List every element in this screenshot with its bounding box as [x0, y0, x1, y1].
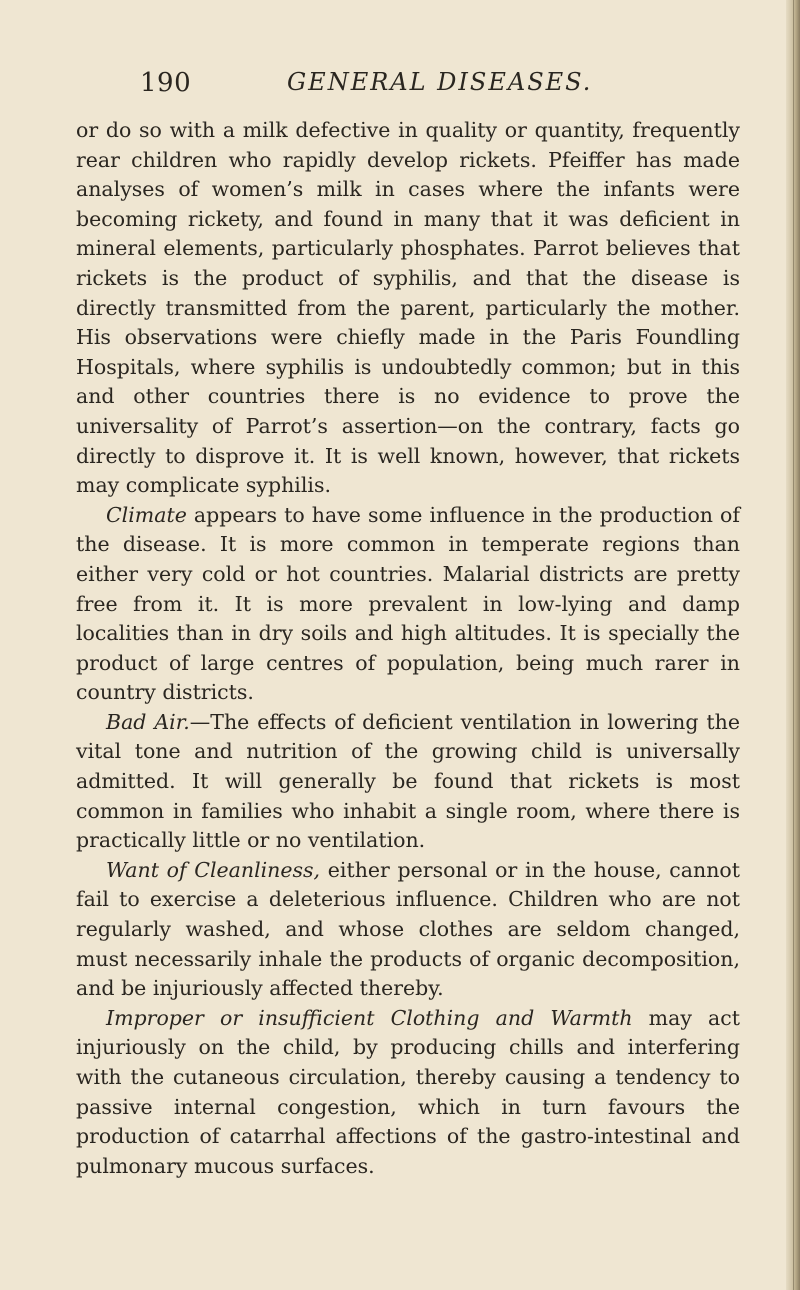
body-text — [76, 116, 740, 1181]
paragraph-text: either personal or in the house, cannot fail to exercise a deleterious influence. Children who are not regularly washed, and whose clothes are seldom changed, must necessarily inhale the products of organic decomposition, and be injuriously affected thereby. — [76, 857, 740, 1001]
paragraph-lead: Improper or insufficient Clothing and Warmth — [106, 1005, 633, 1030]
paragraph-text: may act injuriously on the child, by producing chills and interfering with the cutaneous circulation, thereby causing a tendency to passive internal congestion, which in turn favours the production of catarrhal affections of the gastro-intestinal and pulmonary mucous surfaces. — [76, 1005, 740, 1178]
running-title: GENERAL DISEASES. — [287, 68, 593, 96]
paragraph-rickets-milk-syphilis — [76, 116, 740, 501]
paragraph-bad-air — [76, 708, 740, 856]
paragraph-lead: Want of Cleanliness, — [106, 857, 321, 882]
paragraph-text: appears to have some influence in the production of the disease. It is more common in temperate regions than either very cold or hot countries. Malarial districts are pretty free from it. It is more prevalent in low-lying and damp localities than in dry soils and high altitudes. It is specially the product of large centres of population, being much rarer in country districts. — [76, 502, 740, 705]
paragraph-lead: Bad Air. — [106, 709, 190, 734]
paragraph-text: or do so with a milk defective in quality or quantity, frequently rear children who rapidly develop rickets. Pfeiffer has made analyses of women’s milk in cases where the infants were becoming rickety, and found in many that it was deficient in mineral elements, particularly phosphates. Parrot believes that rickets is the product of syphilis, and that the disease is directly transmitted from the parent, particularly the mother. His observations were chiefly made in the Paris Foundling Hospitals, where syphilis is undoubtedly common; but in this and other countries there is no evidence to prove the universality of Parrot’s assertion—on the contrary, facts go directly to disprove it. It is well known, however, that rickets may complicate syphilis. — [76, 118, 740, 498]
page-header — [0, 68, 780, 108]
paragraph-lead: Climate — [106, 502, 187, 527]
page-edge-line — [793, 0, 794, 1290]
paragraph-clothing-and-warmth — [76, 1004, 740, 1182]
paragraph-climate — [76, 501, 740, 708]
paragraph-text: —The effects of deficient ventilation in lowering the vital tone and nutrition of the growing child is universally admitted. It will generally be found that rickets is most common in families who inhabit a single room, where there is practically little or no ventilation. — [76, 709, 740, 853]
paragraph-want-of-cleanliness — [76, 856, 740, 1004]
page-number: 190 — [140, 68, 192, 98]
